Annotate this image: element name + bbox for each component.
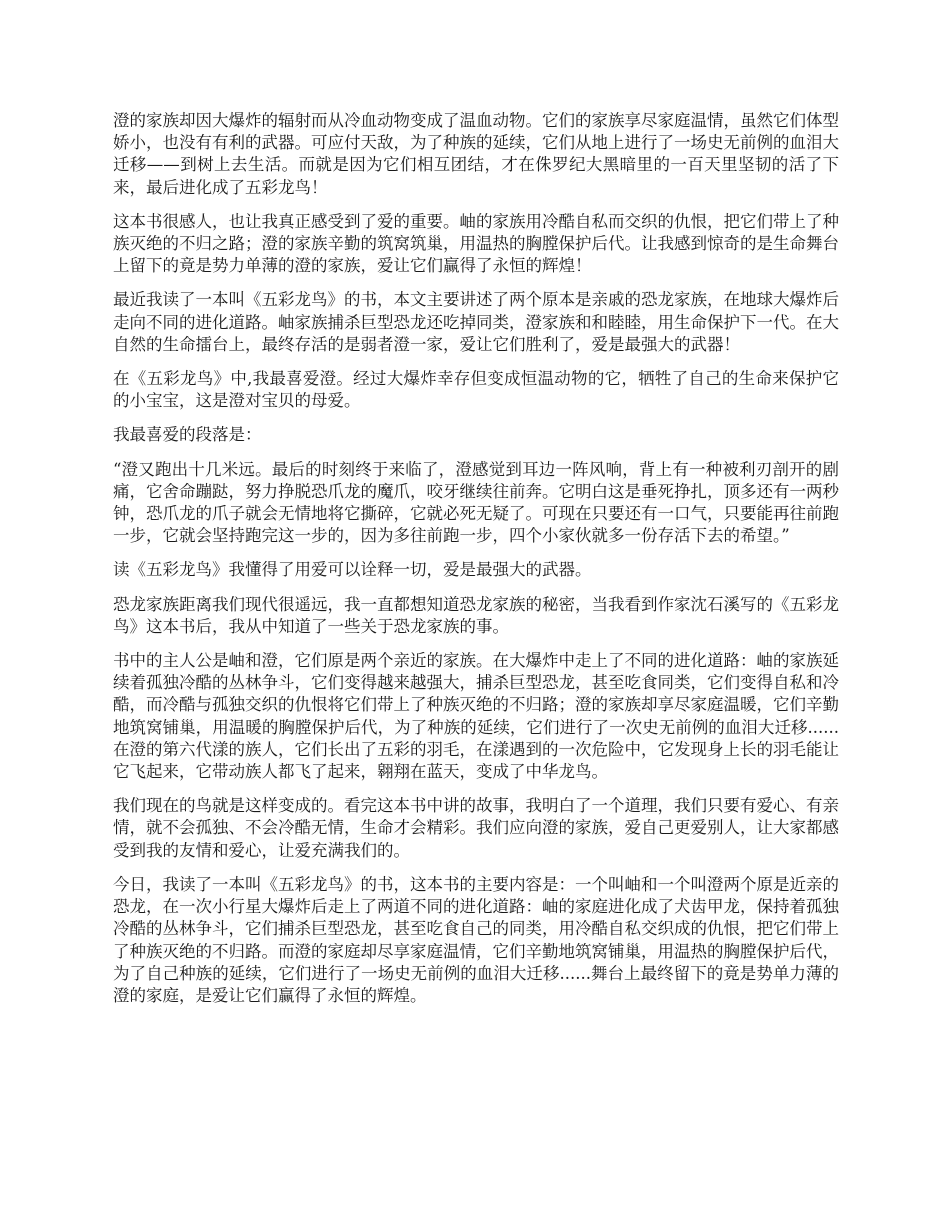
paragraph: 这本书很感人，也让我真正感受到了爱的重要。岫的家族用冷酷自私而交织的仇恨，把它们带上了种族灭绝的不归之路；澄的家族辛勤的筑窝筑巢，用温热的胸膛保护后代。让我感到惊奇的是生命舞台上留下的竟是势力单薄的澄的家族，爱让它们赢得了永恒的辉煌！: [113, 211, 839, 276]
paragraph: 恐龙家族距离我们现代很遥远，我一直都想知道恐龙家族的秘密，当我看到作家沈石溪写的《五彩龙鸟》这本书后，我从中知道了一些关于恐龙家族的事。: [113, 594, 839, 636]
paragraph: 我最喜爱的段落是：: [113, 425, 262, 445]
document-body: [113, 110, 839, 1019]
paragraph: 在《五彩龙鸟》中,我最喜爱澄。经过大爆炸幸存但变成恒温动物的它，牺牲了自己的生命来保护它的小宝宝，这是澄对宝贝的母爱。: [113, 369, 839, 411]
quoted-paragraph: “澄又跑出十几米远。最后的时刻终于来临了，澄感觉到耳边一阵风响，背上有一种被利刃剖开的剧痛，它舍命蹦跶，努力挣脱恐爪龙的魔爪，咬牙继续往前奔。它明白这是垂死挣扎，顶多还有一两秒钟，恐爪龙的爪子就会无情地将它撕碎，它就必死无疑了。可现在只要还有一口气，只要能再往前跑一步，它就会坚持跑完这一步的，因为多往前跑一步，四个小家伙就多一份存活下去的希望。”: [113, 459, 839, 546]
paragraph: 读《五彩龙鸟》我懂得了用爱可以诠释一切，爱是最强大的武器。: [113, 560, 592, 580]
paragraph: 今日，我读了一本叫《五彩龙鸟》的书，这本书的主要内容是：一个叫岫和一个叫澄两个原是近亲的恐龙，在一次小行星大爆炸后走上了两道不同的进化道路：岫的家庭进化成了犬齿甲龙，保持着孤独冷酷的丛林争斗，它们捕杀巨型恐龙，甚至吃食自己的同类，用冷酷自私交织成的仇恨，把它们带上了种族灭绝的不归路。而澄的家庭却尽享家庭温情，它们辛勤地筑窝铺巢，用温热的胸膛保护后代，为了自己种族的延续，它们进行了一场史无前例的血泪大迁移......舞台上最终留下的竟是势单力薄的澄的家庭，是爱让它们赢得了永恒的辉煌。: [113, 874, 839, 1005]
paragraph: 我们现在的鸟就是这样变成的。看完这本书中讲的故事，我明白了一个道理，我们只要有爱心、有亲情，就不会孤独、不会冷酷无情，生命才会精彩。我们应向澄的家族，爱自己更爱别人，让大家都感受到我的友情和爱心，让爱充满我们的。: [113, 796, 839, 860]
paragraph: 书中的主人公是岫和澄，它们原是两个亲近的家族。在大爆炸中走上了不同的进化道路：岫的家族延续着孤独冷酷的丛林争斗，它们变得越来越强大，捕杀巨型恐龙，甚至吃食同类，它们变得自私和冷酷，而冷酷与孤独交织的仇恨将它们带上了种族灭绝的不归路；澄的家族却享尽家庭温暖，它们辛勤地筑窝铺巢，用温暖的胸膛保护后代，为了种族的延续，它们进行了一次史无前例的血泪大迁移......在澄的第六代漾的族人，它们长出了五彩的羽毛，在漾遇到的一次危险中，它发现身上长的羽毛能让它飞起来，它带动族人都飞了起来，翱翔在蓝天，变成了中华龙鸟。: [113, 651, 839, 782]
paragraph: 最近我读了一本叫《五彩龙鸟》的书，本文主要讲述了两个原本是亲戚的恐龙家族，在地球大爆炸后走向不同的进化道路。岫家族捕杀巨型恐龙还吃掉同类，澄家族和和睦睦，用生命保护下一代。在大自然的生命擂台上，最终存活的是弱者澄一家，爱让它们胜利了，爱是最强大的武器！: [113, 290, 839, 354]
paragraph: 澄的家族却因大爆炸的辐射而从冷血动物变成了温血动物。它们的家族享尽家庭温情，虽然它们体型娇小，也没有有利的武器。可应付天敌，为了种族的延续，它们从地上进行了一场史无前例的血泪大迁移——到树上去生活。而就是因为它们相互团结，才在侏罗纪大黑暗里的一百天里坚韧的活了下来，最后进化成了五彩龙鸟！: [113, 111, 839, 197]
